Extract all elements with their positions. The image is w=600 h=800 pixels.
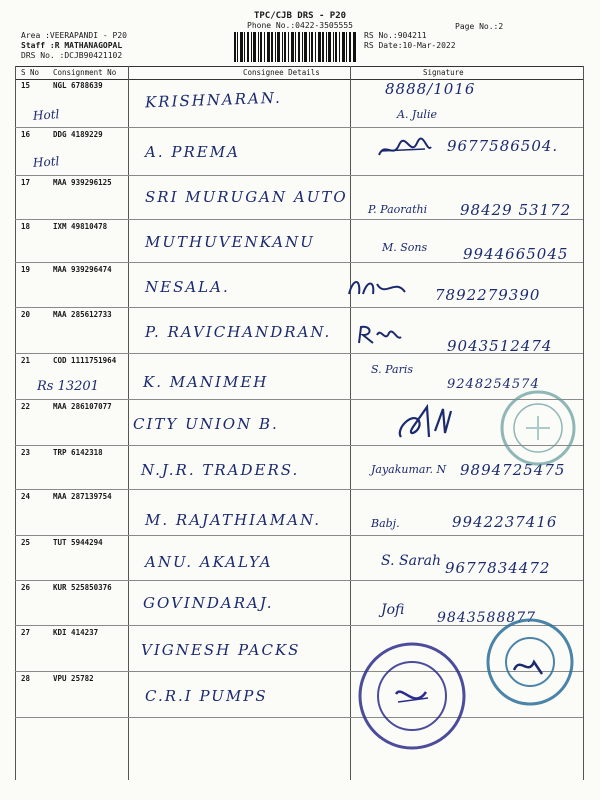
row-phone: 9942237416 [452, 513, 558, 531]
row-consignee: NESALA. [145, 278, 230, 296]
row-consignee: CITY UNION B. [133, 415, 279, 433]
row-signature: Jayakumar. N [371, 463, 447, 476]
row-consignee: ANU. AKALYA [145, 553, 273, 571]
row-phone: 9894725475 [460, 461, 566, 479]
page-number: Page No.:2 [455, 22, 504, 31]
row-consignment: KDI 414237 [53, 628, 99, 637]
table-row [15, 535, 583, 581]
row-phone: 98429 53172 [460, 201, 572, 219]
rs-date: RS Date:10-Mar-2022 [364, 41, 456, 50]
row-sno: 16 [21, 130, 31, 139]
row-signature: A. Julie [397, 108, 437, 121]
seal-stamp-22 [498, 388, 578, 468]
row-sno: 15 [21, 81, 31, 90]
row-phone: 7892279390 [435, 286, 541, 304]
row-consignment: MAA 286107077 [53, 402, 112, 411]
row-phone: 8888/1016 [385, 80, 476, 98]
row-consignee: N.J.R. TRADERS. [141, 461, 300, 479]
office-phone: Phone No.:0422-3505555 [247, 21, 353, 30]
row-phone: 9677834472 [445, 559, 551, 577]
rs-number: RS No.:904211 [364, 31, 427, 40]
row-sno: 24 [21, 492, 31, 501]
drs-number: DRS No. :DCJB90421102 [21, 51, 123, 60]
signature-scribble [375, 137, 435, 163]
column-sno: S No [21, 68, 40, 77]
staff-label: Staff :R MATHANAGOPAL [21, 41, 123, 50]
row-phone: 9043512474 [447, 337, 553, 355]
signature-scribble [393, 401, 473, 443]
row-consignment: NGL 6788639 [53, 81, 103, 90]
row-sno: 17 [21, 178, 31, 187]
row-consignee: C.R.I PUMPS [145, 687, 268, 705]
table-row [15, 307, 583, 354]
table-row [15, 262, 583, 308]
row-consignee: MUTHUVENKANU [145, 233, 315, 251]
column-consignment: Consignment No [53, 68, 117, 77]
row-consignment: MAA 285612733 [53, 310, 112, 319]
row-consignment: IXM 49810478 [53, 222, 108, 231]
row-consignment: VPU 25782 [53, 674, 94, 683]
table-row [15, 580, 583, 626]
row-sno: 25 [21, 538, 31, 547]
column-consignee: Consignee Details [243, 68, 320, 77]
table-row [15, 219, 583, 263]
table-row [15, 353, 583, 400]
row-sno: 27 [21, 628, 31, 637]
row-consignment: COD 1111751964 [53, 356, 117, 365]
sheet-title: TPC/CJB DRS - P20 [253, 11, 347, 21]
row-sno: 21 [21, 356, 31, 365]
row-signature: P. Paorathi [368, 203, 428, 216]
table-row [15, 175, 583, 220]
packs-seal-stamp [484, 616, 576, 708]
row-sno: 28 [21, 674, 31, 683]
row-sno: 23 [21, 448, 31, 457]
barcode [234, 32, 356, 62]
row-consignee: KRISHNARAN. [144, 88, 283, 112]
row-phone: 9677586504. [447, 137, 559, 155]
row-phone: 9248254574 [447, 377, 540, 392]
row-consignment: MAA 939296125 [53, 178, 112, 187]
signature-scribble [355, 323, 405, 347]
row-consignment: DDG 4189229 [53, 130, 103, 139]
column-signature: Signature [423, 68, 464, 77]
row-signature: Jofi [381, 602, 405, 618]
row-phone: 9843588877 [437, 610, 537, 626]
row-signature: Babj. [371, 517, 400, 530]
row-sno: 18 [21, 222, 31, 231]
row-note: Rs 13201 [37, 379, 99, 394]
row-phone: 9944665045 [463, 245, 569, 263]
row-consignee: K. MANIMEH [143, 373, 269, 391]
row-consignee: A. PREMA [145, 143, 240, 161]
row-signature: S. Sarah [381, 553, 441, 569]
table-row [15, 78, 583, 128]
row-signature: S. Paris [371, 363, 414, 376]
row-consignee: GOVINDARAJ. [143, 594, 274, 612]
row-consignment: TUT 5944294 [53, 538, 103, 547]
row-note: Hotl [32, 107, 60, 123]
row-consignment: TRP 6142318 [53, 448, 103, 457]
area-label: Area :VEERAPANDI - P20 [21, 31, 127, 40]
row-consignment: KUR 525850376 [53, 583, 112, 592]
row-consignee: M. RAJATHIAMAN. [145, 511, 322, 529]
row-consignee: P. RAVICHANDRAN. [145, 323, 332, 341]
row-consignment: MAA 939296474 [53, 265, 112, 274]
row-consignment: MAA 287139754 [53, 492, 112, 501]
row-signature: M. Sons [382, 241, 428, 254]
row-note: Hotl [32, 154, 60, 170]
table-border-right [583, 66, 584, 780]
row-sno: 19 [21, 265, 31, 274]
row-sno: 26 [21, 583, 31, 592]
signature-scribble [345, 274, 415, 302]
row-consignee: VIGNESH PACKS [141, 641, 301, 659]
table-row [15, 445, 583, 490]
row-sno: 20 [21, 310, 31, 319]
table-row [15, 489, 583, 536]
row-consignee: SRI MURUGAN AUTO [145, 188, 348, 206]
table-row [15, 127, 583, 176]
company-seal-stamp [356, 640, 468, 752]
row-sno: 22 [21, 402, 31, 411]
